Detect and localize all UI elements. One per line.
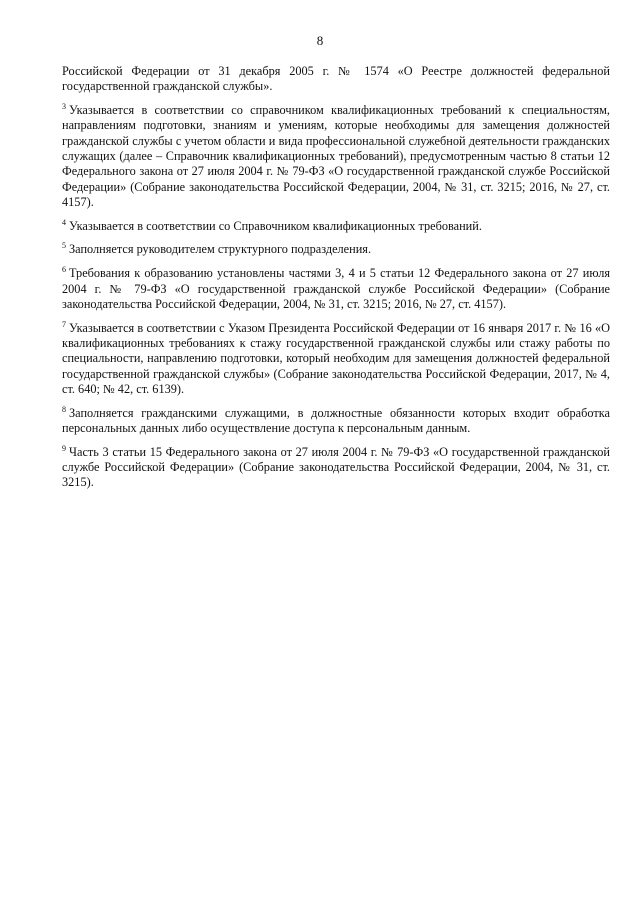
footnote-text: Требования к образованию установлены частями 3, 4 и 5 статьи 12 Федерального закона от 27 июля 2004 г. № 79-ФЗ «О государственной гражданской службе Российской Федерации» (Собрание законодательства Российской Федерации, 2004, № 31, ст. 3215; 2016, № 27, ст. 4157). [62, 266, 610, 311]
footnote-mark: 3 [62, 102, 66, 111]
footnote-7 [62, 321, 610, 397]
page-number: 8 [316, 33, 324, 48]
footnote-text: Указывается в соответствии со Справочником квалификационных требований. [69, 218, 482, 233]
footnote-mark: 4 [62, 217, 66, 227]
continuation-text: Российской Федерации от 31 декабря 2005 г. № 1574 «О Реестре должностей федеральной государственной гражданской службы». [62, 64, 610, 94]
footnote-mark: 6 [62, 265, 66, 275]
footnote-6 [62, 266, 610, 312]
footnote-3 [62, 103, 610, 210]
footnote-5 [62, 242, 610, 257]
footnotes-section [62, 64, 610, 499]
footnote-text: Заполняется руководителем структурного подразделения. [69, 242, 372, 257]
footnote-mark: 5 [62, 241, 66, 251]
footnote-mark: 9 [62, 443, 66, 453]
footnote-4 [62, 219, 610, 234]
footnote-text: Указывается в соответствии со справочником квалификационных требований к специальностям, направлениям подготовки, знаниям и умениям, которые необходимы для замещения должностей гражданской службы с учетом области и вида профессиональной служебной деятельности гражданских служащих (далее – Справочник квалификационных требований), предусмотренным частью 8 статьи 12 Федерального закона от 27 июля 2004 г. № 79-ФЗ «О государственной гражданской службе Российской Федерации» (Собрание законодательства Российской Федерации, 2004, № 31, ст. 3215; 2016, № 27, ст. 4157). [62, 103, 610, 209]
footnote-text: Указывается в соответствии с Указом Президента Российской Федерации от 16 января 2017 г. № 16 «О квалификационных требованиях к стажу государственной гражданской службы или стажу работы по специальности, направлению подготовки, который необходим для замещения должностей федеральной государственной гражданской службы» (Собрание законодательства Российской Федерации, 2017, № 4, ст. 640; № 42, ст. 6139). [62, 320, 610, 396]
footnote-8 [62, 406, 610, 437]
footnote-text: Заполняется гражданскими служащими, в должностные обязанности которых входит обработка персональных данных либо осуществление доступа к персональным данным. [62, 405, 610, 435]
footnote-text: Часть 3 статьи 15 Федерального закона от 27 июля 2004 г. № 79-ФЗ «О государственной гражданской службе Российской Федерации» (Собрание законодательства Российской Федерации, 2004, № 31, ст. 3215). [62, 444, 610, 490]
footnote-9 [62, 445, 610, 491]
footnote-mark: 7 [62, 319, 66, 329]
footnote-mark: 8 [62, 404, 66, 414]
